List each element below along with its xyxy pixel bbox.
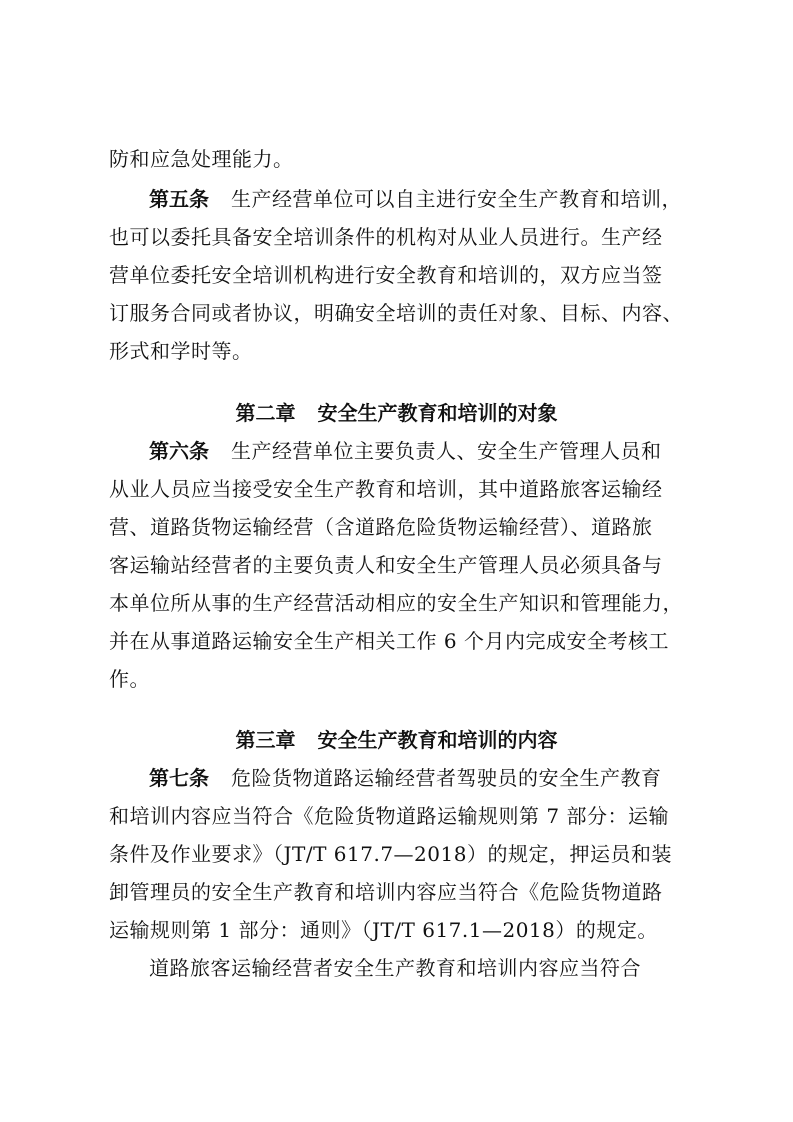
chapter-2-number: 第二章 [235,401,296,425]
chapter-2-title: 安全生产教育和培训的对象 [317,401,558,425]
chapter-3-number: 第三章 [235,728,296,752]
text-line: 从业人员应当接受安全生产教育和培训，其中道路旅客运输经 [109,477,663,501]
text-line: 条件及作业要求》（JT/T 617.7—2018）的规定，押运员和装 [109,842,672,866]
text-line: 也可以委托具备安全培训条件的机构对从业人员进行。生产经 [109,225,663,249]
text-line: 运输规则第 1 部分：通则》（JT/T 617.1—2018）的规定。 [109,918,658,942]
article-6-label: 第六条 [149,439,209,463]
paragraph-first-line: 道路旅客运输经营者安全生产教育和培训内容应当符合 [149,956,641,980]
text-line: 形式和学时等。 [109,339,253,363]
chapter-3-heading [0,721,793,759]
text-line: 营单位委托安全培训机构进行安全教育和培训的，双方应当签 [109,263,663,287]
text-line: 危险货物道路运输经营者驾驶员的安全生产教育 [231,766,662,790]
article-6-first-line [149,432,689,470]
article-7-label: 第七条 [149,766,209,790]
text-line: 作。 [109,667,150,691]
text-line: 并在从事道路运输安全生产相关工作 6 个月内完成安全考核工 [109,629,669,653]
text-line: 防和应急处理能力。 [109,147,294,171]
article-7-first-line [149,759,689,797]
text-line: 生产经营单位主要负责人、安全生产管理人员和 [231,439,662,463]
article-5-label: 第五条 [149,187,209,211]
article-5-first-line [149,180,689,218]
text-line: 本单位所从事的生产经营活动相应的安全生产知识和管理能力， [109,591,683,615]
chapter-2-heading [0,394,793,432]
text-line: 生产经营单位可以自主进行安全生产教育和培训， [231,187,682,211]
chapter-3-title: 安全生产教育和培训的内容 [317,728,558,752]
text-line: 和培训内容应当符合《危险货物道路运输规则第 7 部分：运输 [109,804,669,828]
text-line: 营、道路货物运输经营（含道路危险货物运输经营）、道路旅 [109,515,653,539]
text-line: 客运输站经营者的主要负责人和安全生产管理人员必须具备与 [109,553,663,577]
text-line: 订服务合同或者协议，明确安全培训的责任对象、目标、内容、 [109,301,683,325]
text-line: 卸管理员的安全生产教育和培训内容应当符合《危险货物道路 [109,880,663,904]
